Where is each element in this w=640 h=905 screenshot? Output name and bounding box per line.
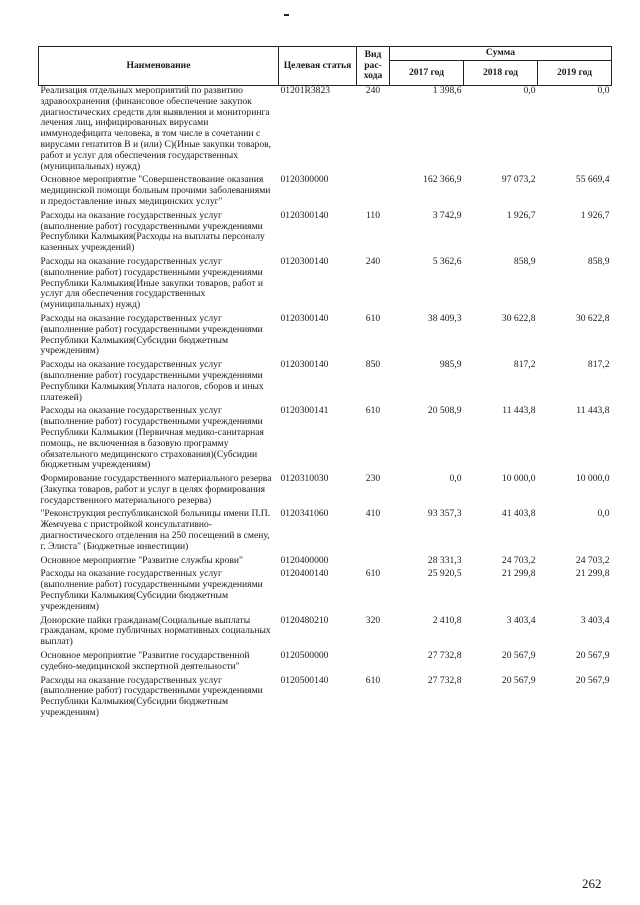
row-sum-2017: 3 742,9: [432, 209, 462, 221]
row-sum-2018: 97 073,2: [501, 174, 536, 186]
row-sum-2019: 55 669,4: [575, 174, 610, 186]
row-sum-2019: 1 926,7: [580, 209, 610, 221]
table-row: [39, 509, 612, 555]
budget-table: [38, 46, 612, 722]
row-sum-2019: 0,0: [597, 85, 610, 96]
row-sum-2018: 1 926,7: [506, 209, 536, 221]
row-expense-type: 610: [365, 674, 381, 686]
header-name: Наименование: [39, 47, 279, 86]
row-sum-2018: 3 403,4: [506, 614, 536, 626]
row-target-article: 0120300140: [280, 255, 329, 267]
row-sum-2017: 27 732,8: [427, 650, 462, 662]
table-row: [39, 676, 612, 722]
row-sum-2018: 20 567,9: [501, 650, 536, 662]
row-sum-2018: 41 403,8: [501, 508, 536, 520]
row-target-article: 0120400140: [280, 568, 329, 580]
row-name: Расходы на оказание государственных услуг (выполнение работ) государственными учреждениями Республики Калмыкия(Расходы на выплаты персоналу казенных учреждений): [40, 209, 265, 254]
row-name: Расходы на оказание государственных услуг (выполнение работ) государственными учреждениями Республики Калмыкия (Первичная медико-санитарная помощь, не включенная в базовую программу обязательного медицинского страхования)(Субсидии бюджетным учреждениям): [40, 405, 264, 471]
scan-mark: [284, 14, 289, 16]
row-sum-2019: 858,9: [587, 255, 610, 267]
table-row: [39, 651, 612, 676]
row-sum-2018: 24 703,2: [501, 554, 536, 566]
table-row: [39, 406, 612, 474]
row-sum-2017: 1 398,6: [432, 85, 462, 96]
row-sum-2019: 10 000,0: [575, 473, 610, 485]
row-sum-2018: 10 000,0: [501, 473, 536, 485]
row-target-article: 0120480210: [280, 614, 329, 626]
row-sum-2017: 27 732,8: [427, 674, 462, 686]
row-target-article: 0120300140: [280, 359, 329, 371]
row-expense-type: 610: [365, 312, 381, 324]
row-expense-type: [357, 175, 390, 210]
header-type: Вид рас-хода: [357, 47, 390, 86]
row-name: Расходы на оказание государственных услуг (выполнение работ) государственными учреждениями Республики Калмыкия(Уплата налогов, сборов и иных платежей): [40, 359, 264, 403]
table-row: [39, 86, 612, 176]
table-row: [39, 175, 612, 210]
row-expense-type: 110: [365, 209, 381, 221]
row-sum-2017: 20 508,9: [427, 405, 462, 417]
row-sum-2019: 11 443,8: [576, 405, 610, 417]
row-sum-2019: 24 703,2: [575, 554, 610, 566]
row-sum-2018: 30 622,8: [501, 312, 536, 324]
header-code: Целевая статья: [279, 47, 357, 86]
row-sum-2017: 38 409,3: [427, 312, 462, 324]
row-sum-2019: 20 567,9: [575, 650, 610, 662]
row-name: Формирование государственного материального резерва (Закупка товаров, работ и услуг в целях формирования государственного материального резерва): [40, 473, 272, 506]
row-name: Основное мероприятие "Развитие службы крови": [40, 554, 243, 566]
row-sum-2018: 11 443,8: [502, 405, 536, 417]
row-expense-type: 240: [365, 255, 381, 267]
row-expense-type: 610: [365, 405, 381, 417]
row-target-article: 0120300140: [280, 312, 329, 324]
table-row: [39, 569, 612, 615]
row-sum-2019: 30 622,8: [575, 312, 610, 324]
row-sum-2017: 0,0: [449, 473, 462, 485]
page-number: 262: [582, 876, 602, 891]
row-sum-2019: 20 567,9: [575, 674, 610, 686]
row-expense-type: [357, 651, 390, 676]
row-expense-type: 320: [365, 614, 381, 626]
header-year-2019: 2019 год: [538, 61, 612, 86]
row-name: Донорские пайки гражданам(Социальные выплаты гражданам, кроме публичных нормативных социальных выплат): [40, 614, 271, 648]
row-target-article: 0120500000: [280, 650, 329, 662]
row-sum-2018: 20 567,9: [501, 674, 536, 686]
table-row: [39, 314, 612, 360]
row-sum-2017: 2 410,8: [432, 614, 462, 626]
row-name: Реализация отдельных мероприятий по развитию здравоохранения (финансовое обеспечение закупок диагностических средств для выявления и мониторинга лечения лиц, инфицированных вирусами иммунодефицита человека, в том числе в сочетании с вирусами гепатитов В и (или) С)(Иные закупки товаров, работ и услуг для обеспечения государственных (муниципальных) нужд): [40, 85, 272, 172]
row-expense-type: 850: [365, 359, 381, 371]
table-row: [39, 616, 612, 651]
row-target-article: 0120500140: [280, 674, 329, 686]
header-year-2018: 2018 год: [464, 61, 538, 86]
row-name: Расходы на оказание государственных услуг (выполнение работ) государственными учреждениями Республики Калмыкия(Иные закупки товаров, работ и услуг для обеспечения государственных (муниципальных) нужд): [40, 255, 263, 311]
row-expense-type: 410: [365, 508, 381, 520]
row-target-article: 01201R3823: [280, 85, 331, 96]
row-sum-2019: 21 299,8: [575, 568, 610, 580]
row-sum-2017: 28 331,3: [427, 554, 462, 566]
row-target-article: 0120310030: [280, 473, 329, 485]
table-row: [39, 257, 612, 314]
table-row: [39, 474, 612, 509]
row-sum-2019: 3 403,4: [580, 614, 610, 626]
row-sum-2017: 93 357,3: [427, 508, 462, 520]
row-sum-2017: 5 362,6: [432, 255, 462, 267]
row-name: Основное мероприятие "Совершенствование оказания медицинской помощи больным прочими заболеваниями и предоставление иных медицинских услуг": [40, 174, 271, 207]
row-name: Расходы на оказание государственных услуг (выполнение работ) государственными учреждениями Республики Калмыкия(Субсидии бюджетным учреждениям): [40, 568, 263, 612]
table-row: [39, 211, 612, 257]
row-sum-2019: 817,2: [587, 359, 610, 371]
row-name: Основное мероприятие "Развитие государственной судебно-медицинской экспертной деятельности": [40, 650, 250, 672]
row-target-article: 0120300000: [280, 174, 329, 186]
row-target-article: 0120300140: [280, 209, 329, 221]
row-sum-2019: 0,0: [597, 508, 610, 520]
table-row: [39, 556, 612, 570]
row-target-article: 0120400000: [280, 554, 329, 566]
row-name: Расходы на оказание государственных услуг (выполнение работ) государственными учреждениями Республики Калмыкия(Субсидии бюджетным учреждениям): [40, 312, 263, 357]
row-target-article: 0120341060: [280, 508, 329, 520]
row-expense-type: 610: [365, 568, 381, 580]
row-name: "Реконструкция республиканской больницы имени П.П. Жемчуева с пристройкой консультативно-диагностического отделения на 250 посещений в смену, г. Элиста" (Бюджетные инвестиции): [40, 508, 271, 552]
row-expense-type: 230: [365, 473, 381, 485]
row-target-article: 0120300141: [280, 405, 329, 417]
row-sum-2018: 0,0: [523, 85, 536, 96]
header-year-2017: 2017 год: [390, 61, 464, 86]
row-name: Расходы на оказание государственных услуг (выполнение работ) государственными учреждениями Республики Калмыкия(Субсидии бюджетным учреждениям): [40, 674, 263, 719]
row-expense-type: 240: [365, 85, 381, 96]
row-sum-2017: 985,9: [439, 359, 462, 371]
row-sum-2018: 21 299,8: [501, 568, 536, 580]
header-sum: Сумма: [390, 47, 612, 61]
table-row: [39, 360, 612, 406]
row-sum-2017: 162 366,9: [423, 174, 462, 186]
row-sum-2017: 25 920,5: [427, 568, 462, 580]
row-expense-type: [357, 556, 390, 570]
row-sum-2018: 858,9: [513, 255, 536, 267]
row-sum-2018: 817,2: [513, 359, 536, 371]
